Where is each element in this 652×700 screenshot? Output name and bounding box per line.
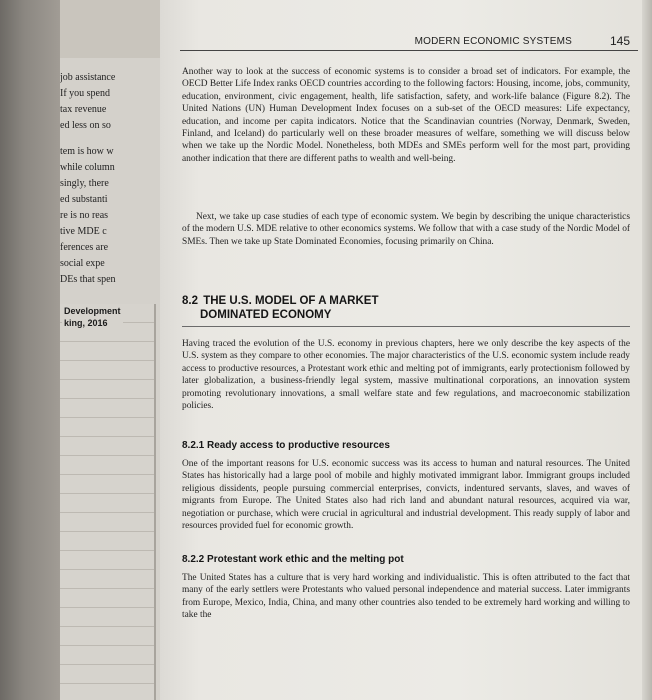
body-paragraph: Another way to look at the success of economic systems is to consider a broad set of indicators. For example, the OECD Better Life Index ranks OECD countries according to the following factors: Housing, income, jobs, community, education, environment, civic engagement, health, life satisfaction, safety, and work-life balance (Figure 8.2). The United Nations (UN) Human Development Index focuses on a sub-set of the OECD measures: Life expectancy, education, and income per capita indicators. Notice that the Scandinavian countries (Norway, Denmark, Sweden, Finland, and Iceland) do particularly well on these broader measures of welfare, something we will discuss below when we take up the Nordic Model. Nonetheless, both MDEs and SMEs perform well for the most part, providing another indication that there are different paths to wealth and well-being.: [182, 67, 630, 164]
section-rule: [182, 326, 630, 327]
previous-page-table: [60, 304, 156, 700]
body-paragraph: The United States has a culture that is very hard working and individualistic. This is often attributed to the fact that many of the early settlers were Protestants who valued personal independence and material success. Later immigrants from Europe, Mexico, India, China, and many other countries also tended to be extremely hard working and willing to take the: [182, 573, 630, 621]
previous-page-text-line: job assistance: [60, 72, 116, 83]
book-page: [160, 0, 652, 700]
subsection-heading: 8.2.1 Ready access to productive resources: [182, 440, 390, 451]
previous-page-text-line: ed substanti: [60, 194, 108, 205]
body-paragraph: Having traced the evolution of the U.S. economy in previous chapters, here we only describe the key aspects of the U.S. system as they compare to other economies. The major characteristics of the U.S. economic system include ready access to productive resources, a Protestant work ethic and melting pot of immigrants, early protectionism followed by later globalization, a business-friendly legal system, massive multinational corporations, an innovation system promoting revolutionary innovations, a small welfare state and few regulations, and macroeconomic stabilization policies.: [182, 339, 630, 412]
previous-page-text-line: tem is how w: [60, 146, 114, 157]
section-title-line: DOMINATED ECONOMY: [200, 309, 332, 321]
previous-page-text-line: ed less on so: [60, 120, 111, 131]
previous-page-text-line: If you spend: [60, 88, 110, 99]
body-paragraph: Next, we take up case studies of each type of economic system. We begin by describing the unique characteristics of the modern U.S. MDE relative to other economics systems. We follow that with a case study of the Nordic Model of SMEs. Then we take up State Dominated Economies, focusing primarily on China.: [182, 212, 630, 247]
previous-page-text-line: tive MDE c: [60, 226, 107, 237]
header-rule: [180, 50, 638, 51]
previous-page-table-label-line: king, 2016: [64, 318, 108, 328]
body-paragraph: One of the important reasons for U.S. economic success was its access to human and natural resources. The United States has historically had a large pool of mobile and highly motivated immigrant labor. Immigrant groups included religious dissidents, people pursuing commercial enterprises, convicts, indentured servants, slaves, and waves of migrants from Europe. The United States also had rich land and abundant natural resources, acquired via war, negotiation or purchase, which were crucial in agricultural and industrial development. This ready supply of labor and resources provided fuel for economic growth.: [182, 459, 630, 532]
previous-page-text-line: re is no reas: [60, 210, 109, 221]
previous-page-text-line: tax revenue: [60, 104, 107, 115]
running-header-title: MODERN ECONOMIC SYSTEMS: [414, 36, 572, 47]
previous-page-text-line: ferences are: [60, 242, 109, 253]
page-number: 145: [609, 34, 630, 48]
previous-page-text-line: social expe: [60, 258, 105, 269]
right-page-edge: [642, 0, 652, 700]
previous-page-text-line: DEs that spen: [60, 274, 116, 285]
previous-page-text-line: while column: [60, 162, 115, 173]
left-page-edge: [0, 0, 60, 700]
subsection-heading: 8.2.2 Protestant work ethic and the melting pot: [182, 554, 404, 565]
previous-page-text-line: singly, there: [60, 178, 109, 189]
previous-page-table-label-line: Development: [64, 306, 121, 316]
previous-page-table-label: [62, 304, 123, 330]
previous-page-fragment: [60, 58, 160, 700]
section-number: 8.2: [182, 295, 198, 307]
section-title-line: THE U.S. MODEL OF A MARKET: [203, 295, 379, 307]
section-heading: [182, 294, 482, 322]
